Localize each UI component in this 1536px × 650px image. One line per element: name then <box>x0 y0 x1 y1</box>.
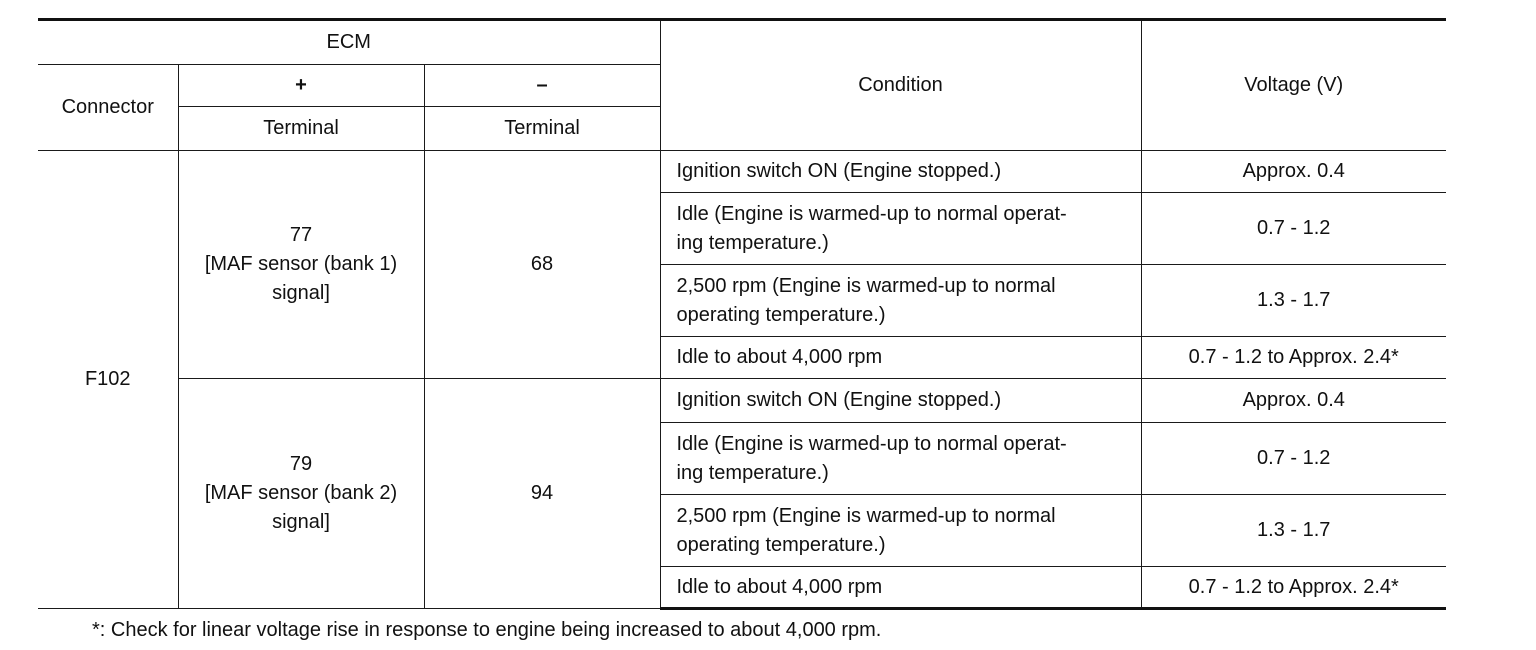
condition-line: 2,500 rpm (Engine is warmed-up to normal <box>676 274 1056 297</box>
condition-line: Idle (Engine is warmed-up to normal operat- <box>676 202 1067 225</box>
condition-line: Idle (Engine is warmed-up to normal operat- <box>676 432 1067 455</box>
condition-cell <box>660 567 1141 609</box>
plus-terminal-desc: [MAF sensor (bank 1) <box>204 253 398 275</box>
voltage-header: Voltage (V) <box>1141 20 1446 151</box>
minus-terminal-cell: 94 <box>424 379 660 609</box>
condition-cell <box>660 495 1141 567</box>
plus-terminal-cell <box>178 379 424 609</box>
plus-terminal-desc: signal] <box>272 282 330 304</box>
table-row <box>38 379 1446 423</box>
condition-cell <box>660 151 1141 193</box>
table-row <box>38 151 1446 193</box>
minus-terminal-cell: 68 <box>424 151 660 379</box>
condition-cell <box>660 193 1141 265</box>
condition-line: 2,500 rpm (Engine is warmed-up to normal <box>676 504 1056 527</box>
plus-header: + <box>178 65 424 107</box>
condition-line: Ignition switch ON (Engine stopped.) <box>676 160 1002 182</box>
voltage-cell: 0.7 - 1.2 <box>1141 193 1446 265</box>
minus-header: – <box>424 65 660 107</box>
voltage-cell: 1.3 - 1.7 <box>1141 495 1446 567</box>
voltage-cell: 0.7 - 1.2 to Approx. 2.4* <box>1141 337 1446 379</box>
voltage-cell: 1.3 - 1.7 <box>1141 265 1446 337</box>
condition-cell <box>660 337 1141 379</box>
condition-line: Ignition switch ON (Engine stopped.) <box>676 389 1002 411</box>
minus-terminal-header: Terminal <box>424 107 660 151</box>
condition-cell <box>660 423 1141 495</box>
voltage-cell: 0.7 - 1.2 <box>1141 423 1446 495</box>
condition-cell <box>660 379 1141 423</box>
plus-terminal-number: 79 <box>289 453 313 475</box>
voltage-cell: Approx. 0.4 <box>1141 151 1446 193</box>
plus-terminal-header: Terminal <box>178 107 424 151</box>
condition-line: ing temperature.) <box>676 461 829 484</box>
condition-header: Condition <box>660 20 1141 151</box>
ecm-terminal-table <box>38 18 1446 610</box>
condition-line: operating temperature.) <box>676 303 886 326</box>
condition-line: Idle to about 4,000 rpm <box>676 575 883 598</box>
voltage-cell: 0.7 - 1.2 to Approx. 2.4* <box>1141 567 1446 609</box>
condition-cell <box>660 265 1141 337</box>
plus-terminal-desc: signal] <box>272 511 330 533</box>
plus-terminal-cell <box>178 151 424 379</box>
plus-terminal-number: 77 <box>289 224 313 246</box>
ecm-header: ECM <box>38 20 660 65</box>
condition-line: operating temperature.) <box>676 533 886 556</box>
footnote: *: Check for linear voltage rise in response to engine being increased to about 4,000 rpm. <box>92 619 882 641</box>
voltage-cell: Approx. 0.4 <box>1141 379 1446 423</box>
plus-terminal-desc: [MAF sensor (bank 2) <box>204 482 398 504</box>
condition-line: Idle to about 4,000 rpm <box>676 346 883 368</box>
connector-cell: F102 <box>38 151 178 609</box>
condition-line: ing temperature.) <box>676 231 829 254</box>
connector-header: Connector <box>38 65 178 151</box>
